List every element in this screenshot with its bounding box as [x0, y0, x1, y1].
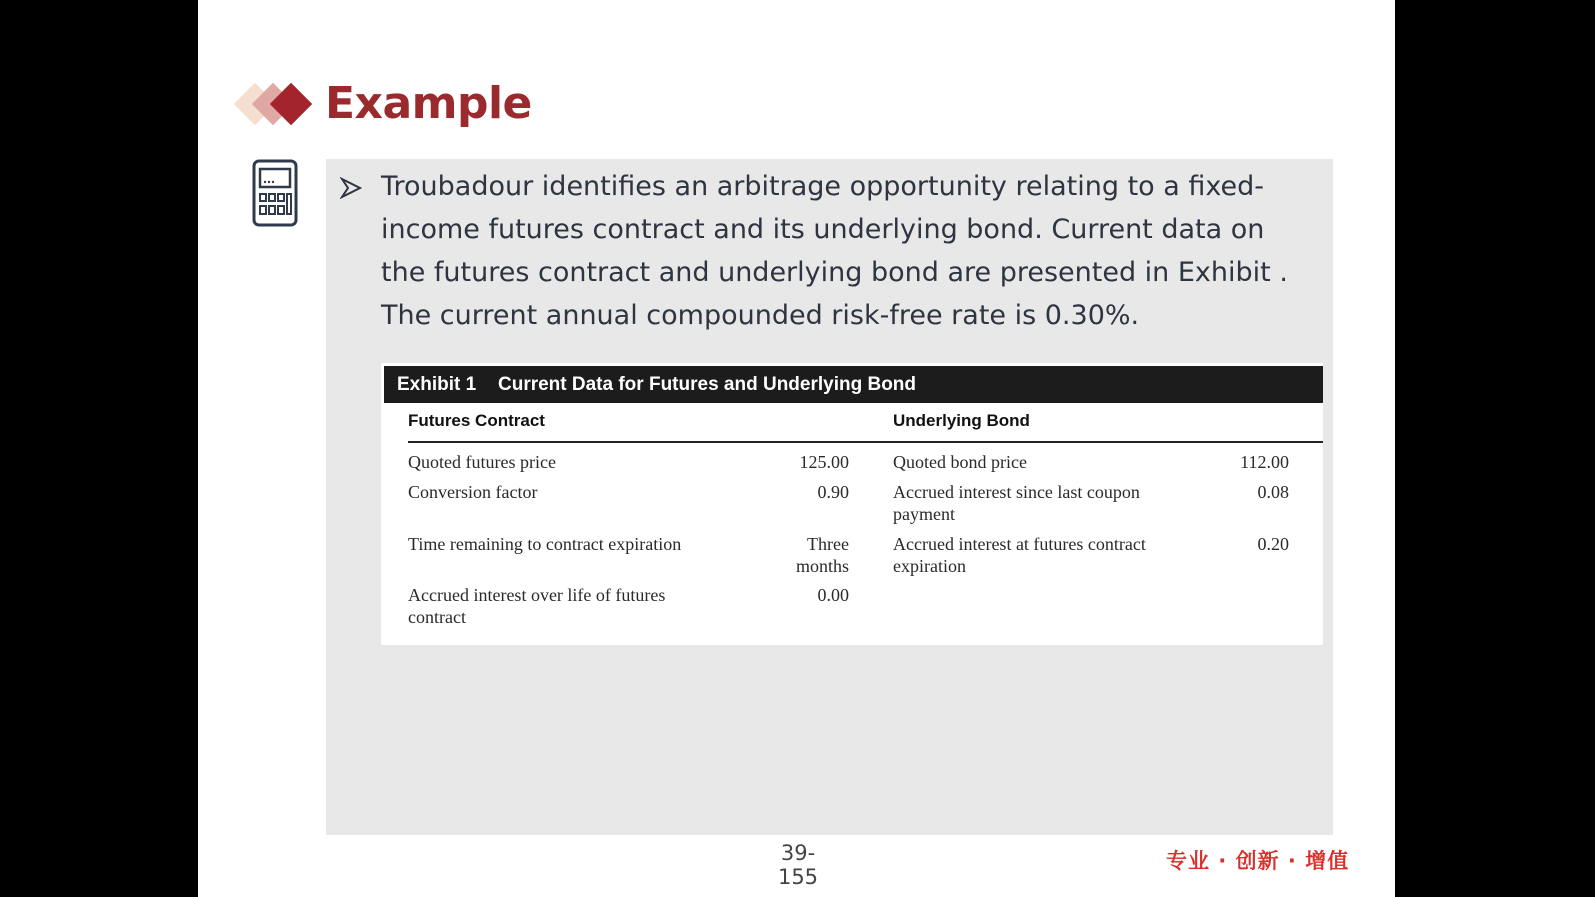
futures-row-label: Accrued interest over life of futures contract	[408, 585, 666, 627]
futures-row-label: Quoted futures price	[408, 452, 556, 472]
bullet-text: Troubadour identifies an arbitrage opportunity relating to a fixed-income futures contract and its underlying bond. Current data on the futures contract and underlying bond are presented in Exhibit . The current annual compounded risk-free rate is 0.30%.	[381, 171, 1288, 331]
exhibit-number: Exhibit 1	[397, 374, 477, 395]
slide	[198, 0, 1395, 897]
content-panel	[326, 159, 1333, 835]
exhibit-table	[381, 363, 1323, 645]
exhibit-header	[384, 366, 1323, 403]
bond-row-value: 0.20	[1257, 534, 1289, 554]
futures-row-value: Three months	[795, 534, 849, 576]
bond-row-label: Accrued interest since last coupon payment	[893, 482, 1140, 524]
arrow-bullet-icon	[340, 177, 362, 199]
calculator-icon	[252, 159, 298, 227]
futures-row-value: 125.00	[799, 452, 849, 472]
futures-row-label: Time remaining to contract expiration	[408, 534, 682, 554]
bond-row-value: 0.08	[1257, 482, 1289, 502]
futures-column-header: Futures Contract	[408, 411, 545, 430]
futures-row-label: Conversion factor	[408, 482, 538, 502]
exhibit-title: Current Data for Futures and Underlying Bond	[498, 374, 917, 395]
bond-row-label: Quoted bond price	[893, 452, 1027, 472]
futures-row-value: 0.90	[817, 482, 849, 502]
bond-row-label: Accrued interest at futures contract expiration	[893, 534, 1146, 576]
slogan: 专业 · 创新 · 增值	[1166, 849, 1350, 873]
header-divider	[408, 441, 1323, 443]
bond-row-value: 112.00	[1240, 452, 1289, 472]
page-number: 39-155	[777, 841, 819, 889]
slide-title: Example	[325, 78, 532, 129]
bond-column-header: Underlying Bond	[893, 411, 1030, 430]
futures-row-value: 0.00	[817, 585, 849, 605]
diamond-logo-icon	[230, 74, 312, 134]
